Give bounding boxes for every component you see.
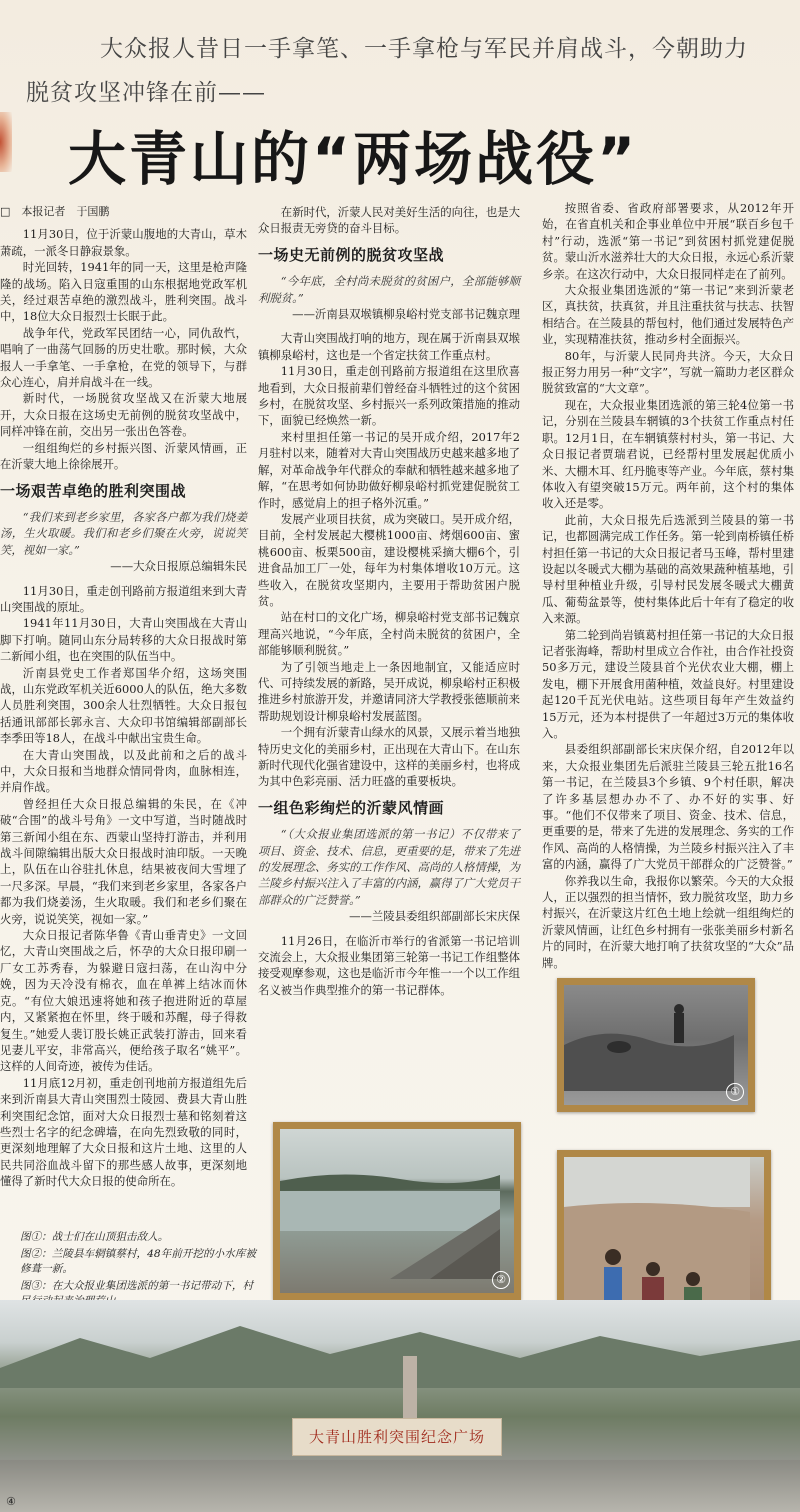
paragraph: 县委组织部副部长宋庆保介绍，自2012年以来，大众报业集团先后派驻兰陵县三轮五批16名第一书记，在兰陵县3个乡镇、9个村任职，解决了许多基层想办办不了、办不好的实事、好事。“他们不仅带来了项目、资金、技术、信息，更重要的是，带来了先进的发展理念、务实的工作作风、高尚的人格情操，为兰陵乡村振兴注入了丰富的内涵，赢得了广大党员干部群众的广泛赞誉。”	[542, 742, 794, 872]
paragraph: 大青山突围战打响的地方，现在属于沂南县双堠镇柳泉峪村，这也是一个省定扶贫工作重点村。	[258, 331, 521, 362]
kicker-line-2: 脱贫攻坚冲锋在前——	[26, 80, 266, 106]
paragraph: 第二轮到尚岩镇葛村担任第一书记的大众日报记者张海峰，帮助村里成立合作社，由合作社投资50多万元，建设兰陵县首个光伏农业大棚，棚上发电，棚下开展食用菌种植，效益良好。村里建设起120千瓦光伏电站。这些项目每年产生效益约15万元，还为本村提供了一年超过3万元的集体收入。	[542, 627, 794, 740]
column-2	[258, 204, 520, 998]
paragraph: 80年，与沂蒙人民同舟共济。今天，大众日报正努力用另一种“文字”，写就一篇助力老区群众脱贫致富的“大文章”。	[542, 348, 794, 396]
section-heading: 一场艰苦卓绝的胜利突围战	[0, 481, 187, 500]
plaza-sign: 大青山胜利突围纪念广场	[292, 1418, 502, 1456]
paragraph: 11月30日，重走创刊路前方报道组在这里欣喜地看到，大众日报前辈们曾经奋斗牺牲过的这个贫困乡村，在脱贫攻坚、乡村振兴一系列政策措施的推动下，面貌已经焕然一新。	[258, 364, 520, 428]
caption: 图②：兰陵县车辋镇蔡村，48年前开挖的小水库被修葺一新。	[20, 1248, 256, 1275]
caption: 图①：战士们在山顶狙击敌人。	[20, 1231, 169, 1243]
paragraph: 11月底12月初，重走创刊地前方报道组先后来到沂南县大青山突围烈士陵园、费县大青山胜利突围纪念馆，面对大众日报烈士墓和铭刻着这些烈士名字的纪念碑墙，在向先烈致敬的同时，更深刻地理解了大众日报和这片土地、这里的人民共同浴血战斗留下的那些感人故事，更深刻地懂得了新时代大众日报的使命所在。	[0, 1075, 247, 1189]
quote-source: ——沂南县双堠镇柳泉峪村党支部书记魏京理	[292, 307, 520, 322]
paragraph: 战争年代，党政军民团结一心，同仇敌忾，唱响了一曲荡气回肠的历史壮歌。那时候，大众报人一手拿笔、一手拿枪，在党的领导下，与群众心连心，肩并肩战斗在一线。	[0, 325, 247, 390]
column-3	[542, 200, 794, 971]
pull-quote: “（大众报业集团选派的第一书记）不仅带来了项目、资金、技术、信息，更重要的是，带来了先进的发展理念、务实的工作作风、高尚的人格情操，为兰陵乡村振兴注入了丰富的内涵，赢得了广大党员干部群众的广泛赞誉。”	[258, 827, 520, 907]
paragraph: 沂南县党史工作者郑国华介绍，这场突围战，山东党政军机关近6000人的队伍，绝大多数人员胜利突围，300余人壮烈牺牲。大众日报包括通讯部部长郭永言、大众印书馆编辑部副部长李季田等18人，在战斗中献出宝贵生命。	[0, 665, 247, 746]
paragraph: 一组组绚烂的乡村振兴图、沂蒙风情画，正在沂蒙大地上徐徐展开。	[0, 440, 247, 472]
paragraph: 大众日报记者陈华鲁《青山垂青史》一文回忆，大青山突围战之后，怀孕的大众日报印刷一厂女工苏秀春，为躲避日寇扫荡，在山沟中分娩，因为天冷没有棉衣，血在单裤上结冰而休克。“有位大娘迅速将她和孩子抱进附近的草屋内，又紧紧抱在怀里，终于暖和苏醒，母子得救复生。”她爱人裴订股长姚正武装打游击，回来看见妻儿平安，非常高兴，便给孩子取名“姚平”。这样的人间奇迹，被传为佳话。	[0, 928, 247, 1074]
caption: 图③：在大众报业集团选派的第一书记带动下，村	[20, 1280, 254, 1292]
paragraph: 你养我以生命，我报你以繁荣。今天的大众报人，正以强烈的担当情怀，致力脱贫攻坚，助力乡村振兴，在沂蒙这片红色土地上绘就一组组绚烂的沂蒙风情画，让红色乡村拥有一张张美丽乡村新名片的同时，在沂蒙大地打响了扶贫攻坚的“大众”品牌。	[542, 873, 794, 970]
photo-soldiers-frame	[557, 978, 755, 1112]
paragraph: 曾经担任大众日报总编辑的朱民，在《冲破“合围”的战斗号角》一文中写道，当时随战时第三新闻小组在东、西蒙山坚持打游击，并利用战斗间隙编辑出版大众日报战时油印版。一天晚上，队伍在山谷驻扎休息，结果被夜间大雪埋了一尺多深。早晨，“我们来到老乡家里，各家各户都为我们烧姜汤，生火取暖。我们和老乡们聚在火旁，说说笑笑，视如一家。”	[0, 796, 247, 926]
pull-quote: “今年底，全村尚未脱贫的贫困户，全部能够顺利脱贫。”	[258, 274, 520, 305]
photo-soldiers	[564, 985, 748, 1105]
pull-quote: “我们来到老乡家里，各家各户都为我们烧姜汤，生火取暖。我们和老乡们聚在火旁，说说笑笑，视如一家。”	[0, 509, 247, 557]
paragraph: 在新时代，沂蒙人民对美好生活的向往，也是大众日报责无旁贷的奋斗目标。	[258, 205, 521, 236]
paragraph: 时光回转，1941年的同一天，这里是枪声隆隆的战场。陷入日寇重围的山东根据地党政军机关，经过艰苦卓绝的激烈战斗，胜利突围。战斗中，18位大众日报烈士长眠于此。	[0, 260, 247, 324]
photo-reservoir-frame	[273, 1122, 521, 1300]
plaza-floor	[0, 1460, 800, 1512]
paragraph: 一个拥有沂蒙青山绿水的风景，又展示着当地独特历史文化的美丽乡村，正出现在大青山下。在山东新时代现代化强省建设中，这样的美丽乡村，也将成为其中色彩亮丽、活力旺盛的重要板块。	[258, 725, 521, 789]
mountains-illustration	[0, 1318, 800, 1388]
kicker-line-1: 大众报人昔日一手拿笔、一手拿枪与军民并肩战斗，今朝助力	[100, 36, 748, 62]
paragraph: 现在，大众报业集团选派的第三轮4位第一书记，分别在兰陵县车辋镇的3个扶贫工作重点村任职。12月1日，在车辋镇蔡村村头，第一书记、大众日报记者贾瑞君说，已经帮村里发展起优质小米、大棚木耳、红丹脆枣等产业。今年底，蔡村集体收入有望突破15万元。两年前，这个村的集体收入还是零。	[542, 397, 794, 511]
photo-reservoir	[280, 1129, 514, 1293]
byline: □ 本报记者 于国鹏	[0, 205, 110, 218]
paragraph: 1941年11月30日，大青山突围战在大青山脚下打响。随同山东分局转移的大众日报战时第二新闻小组，也在突围的队伍当中。	[0, 616, 247, 664]
headline: 大青山的“两场战役”	[68, 125, 639, 193]
paragraph: 站在村口的文化广场，柳泉峪村党支部书记魏京理高兴地说，“今年底，全村尚未脱贫的贫困户，全部能够顺利脱贫。”	[258, 610, 521, 658]
section-heading: 一组色彩绚烂的沂蒙风情画	[258, 798, 445, 817]
paragraph: 11月30日，重走创刊路前方报道组来到大青山突围战的原址。	[0, 583, 247, 614]
paragraph: 此前，大众日报先后选派到兰陵县的第一书记，也都圆满完成工作任务。第一轮到南桥镇任桥村担任第一书记的大众日报记者马玉峰，帮村里建设起以冬暖式大棚为基础的高效果蔬种植基地，引导村里种植业升级，引导村民发展冬暖式大棚黄瓜、葡萄盆景等，使村集体此后十年有了稳定的收入来源。	[542, 512, 794, 626]
paragraph: 发展产业项目扶贫，成为突破口。吴开成介绍，目前，全村发展起大樱桃1000亩、烤烟600亩、蜜桃600亩、板栗500亩，建设樱桃采摘大棚6个，引进食品加工厂一处，每年为村集体增收10万元。这些收入，在脱贫攻坚期内，主要用于帮助贫困户脱贫。	[258, 511, 521, 608]
photo-number: ①	[726, 1083, 744, 1101]
paragraph: 在大青山突围战，以及此前和之后的战斗中，大众日报和当地群众情同骨肉，血脉相连，并肩作战。	[0, 747, 247, 795]
paragraph: 为了引领当地走上一条因地制宜，又能适应时代、可持续发展的新路，吴开成说，柳泉峪村正积极推进乡村旅游开发，并邀请同济大学教授张德顺前来帮助规划设计柳泉峪村发展蓝图。	[258, 659, 520, 723]
decorative-side-art	[0, 112, 12, 172]
paragraph: 按照省委、省政府部署要求，从2012年开始，在省直机关和企事业单位中开展“联百乡包千村”行动，选派“第一书记”到贫困村抓党建促脱贫。蒙山沂水滋养壮大的大众日报，永远心系沂蒙乡亲。在这次行动中，大众日报同样走在了前列。	[542, 201, 794, 281]
photo-number: ④	[6, 1495, 16, 1508]
paragraph: 来村里担任第一书记的吴开成介绍，2017年2月驻村以来，随着对大青山突围战历史越来越多地了解，对革命战争年代群众的奉献和牺牲越来越多地了解，“在思考如何协助做好柳泉峪村抓党建促脱贫工作时，感觉肩上的担子格外沉重。”	[258, 429, 520, 510]
paragraph: 大众报业集团选派的“第一书记”来到沂蒙老区，真扶贫，扶真贫，并且注重扶贫与扶志、扶智相结合。在兰陵县的帮包村，他们通过发展特色产业，实现精准扶贫，推动乡村全面振兴。	[542, 283, 794, 347]
quote-source: ——兰陵县委组织部副部长宋庆保	[349, 909, 520, 924]
paragraph: 新时代，一场脱贫攻坚战又在沂蒙大地展开，大众日报在这场史无前例的脱贫攻坚战中，同样冲锋在前，交出另一张出色答卷。	[0, 391, 247, 439]
section-heading: 一场史无前例的脱贫攻坚战	[258, 245, 445, 264]
column-1	[0, 204, 247, 1190]
photo-memorial-plaza	[0, 1300, 800, 1512]
paragraph: 11月30日，位于沂蒙山腹地的大青山，草木萧疏，一派冬日静寂景象。	[0, 227, 247, 258]
quote-source: ——大众日报原总编辑朱民	[110, 559, 247, 574]
photo-number: ②	[492, 1271, 510, 1289]
paragraph: 11月26日，在临沂市举行的省派第一书记培训交流会上，大众报业集团第三轮第一书记工作组整体接受观摩参观，这也是临沂市今年惟一一个以工作组名义被当作典型推介的第一书记群体。	[258, 933, 520, 997]
